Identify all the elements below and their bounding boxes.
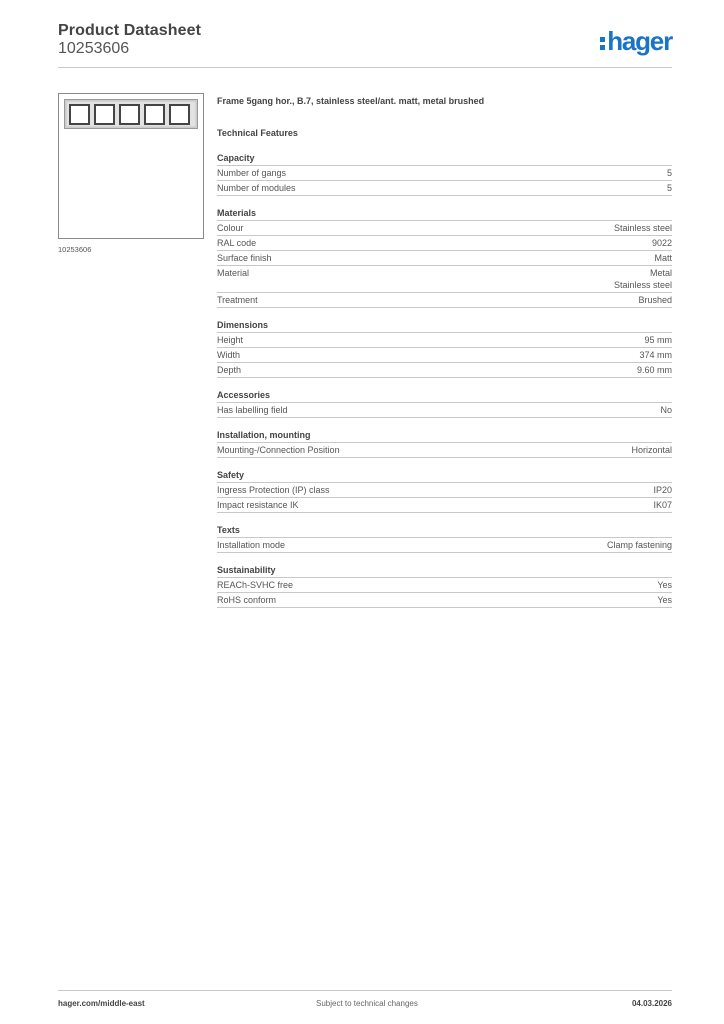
feature-row	[217, 443, 672, 458]
feature-value-line: Brushed	[638, 295, 672, 305]
feature-value	[667, 167, 672, 179]
logo-dots-icon	[600, 35, 605, 51]
feature-label: RAL code	[217, 238, 257, 248]
feature-value	[607, 539, 672, 551]
feature-value-line: 9.60 mm	[636, 365, 672, 375]
feature-value-line: 5	[666, 183, 672, 193]
feature-value-line: IP20	[653, 485, 672, 495]
section-title: Materials	[217, 207, 672, 221]
feature-label: Treatment	[217, 295, 258, 305]
feature-label: Height	[217, 335, 244, 345]
feature-value	[657, 579, 672, 591]
feature-row	[217, 251, 672, 266]
feature-row	[217, 181, 672, 196]
page-header	[58, 20, 672, 68]
feature-section	[217, 152, 672, 196]
feature-value	[639, 349, 672, 361]
feature-value-line: Yes	[657, 580, 672, 590]
feature-value	[653, 499, 672, 511]
feature-value-line: Matt	[654, 253, 672, 263]
technical-features-heading: Technical Features	[217, 128, 298, 138]
section-title: Installation, mounting	[217, 429, 672, 443]
section-title: Dimensions	[217, 319, 672, 333]
image-caption: 10253606	[58, 245, 92, 254]
feature-label: Impact resistance IK	[217, 500, 299, 510]
feature-label: Material	[217, 268, 250, 278]
feature-value-line: 9022	[651, 238, 672, 248]
feature-section	[217, 429, 672, 458]
feature-value-line: Metal	[649, 268, 672, 278]
footer-date: 04.03.2026	[631, 999, 672, 1008]
product-image	[58, 93, 204, 239]
feature-value-line: Clamp fastening	[606, 540, 672, 550]
product-content	[217, 96, 672, 608]
document-number: 10253606	[58, 40, 130, 57]
feature-value-line: 374 mm	[639, 350, 672, 360]
feature-section	[217, 319, 672, 378]
feature-label: REACh-SVHC free	[217, 580, 294, 590]
feature-value	[654, 252, 672, 264]
feature-value	[644, 334, 672, 346]
feature-label: Has labelling field	[217, 405, 288, 415]
feature-value	[660, 404, 672, 416]
footer-website: hager.com/middle-east	[58, 999, 145, 1008]
feature-row	[217, 236, 672, 251]
feature-value-line: Stainless steel	[613, 223, 672, 233]
section-title: Sustainability	[217, 564, 672, 578]
feature-value-line: No	[660, 405, 672, 415]
product-description: Frame 5gang hor., B.7, stainless steel/ant. matt, metal brushed	[217, 96, 485, 106]
section-title: Accessories	[217, 389, 672, 403]
feature-value	[614, 222, 672, 234]
feature-label: Depth	[217, 365, 242, 375]
feature-row	[217, 363, 672, 378]
feature-value-line: Stainless steel	[613, 280, 672, 290]
feature-row	[217, 593, 672, 608]
feature-label: Width	[217, 350, 241, 360]
feature-section	[217, 469, 672, 513]
feature-row	[217, 221, 672, 236]
feature-value-line: Yes	[657, 595, 672, 605]
feature-value	[653, 484, 672, 496]
feature-label: Number of gangs	[217, 168, 287, 178]
hager-logo	[600, 28, 672, 54]
feature-row	[217, 166, 672, 181]
feature-value	[631, 444, 672, 456]
feature-value	[614, 267, 672, 291]
feature-value	[638, 294, 672, 306]
section-title: Capacity	[217, 152, 672, 166]
feature-value	[637, 364, 672, 376]
feature-value-line: 95 mm	[644, 335, 672, 345]
feature-value-line: IK07	[653, 500, 672, 510]
feature-label: Ingress Protection (IP) class	[217, 485, 330, 495]
feature-section	[217, 564, 672, 608]
feature-row	[217, 498, 672, 513]
feature-label: Installation mode	[217, 540, 286, 550]
frame-5gang-image	[64, 99, 198, 129]
feature-row	[217, 538, 672, 553]
feature-row	[217, 348, 672, 363]
feature-label: RoHS conform	[217, 595, 277, 605]
feature-label: Colour	[217, 223, 244, 233]
feature-row	[217, 333, 672, 348]
feature-section	[217, 389, 672, 418]
feature-row	[217, 483, 672, 498]
page-footer	[58, 990, 672, 1008]
feature-row	[217, 266, 672, 293]
document-title: Product Datasheet	[58, 22, 202, 39]
feature-section	[217, 524, 672, 553]
footer-note: Subject to technical changes	[316, 999, 418, 1008]
section-title: Texts	[217, 524, 672, 538]
feature-row	[217, 578, 672, 593]
feature-label: Mounting-/Connection Position	[217, 445, 340, 455]
feature-value	[657, 594, 672, 606]
feature-sections	[217, 152, 672, 608]
feature-value	[667, 182, 672, 194]
feature-value	[652, 237, 672, 249]
feature-row	[217, 403, 672, 418]
feature-label: Number of modules	[217, 183, 296, 193]
feature-row	[217, 293, 672, 308]
feature-value-line: 5	[666, 168, 672, 178]
feature-section	[217, 207, 672, 308]
brand-name: hager	[607, 26, 672, 56]
feature-label: Surface finish	[217, 253, 272, 263]
section-title: Safety	[217, 469, 672, 483]
feature-value-line: Horizontal	[631, 445, 672, 455]
